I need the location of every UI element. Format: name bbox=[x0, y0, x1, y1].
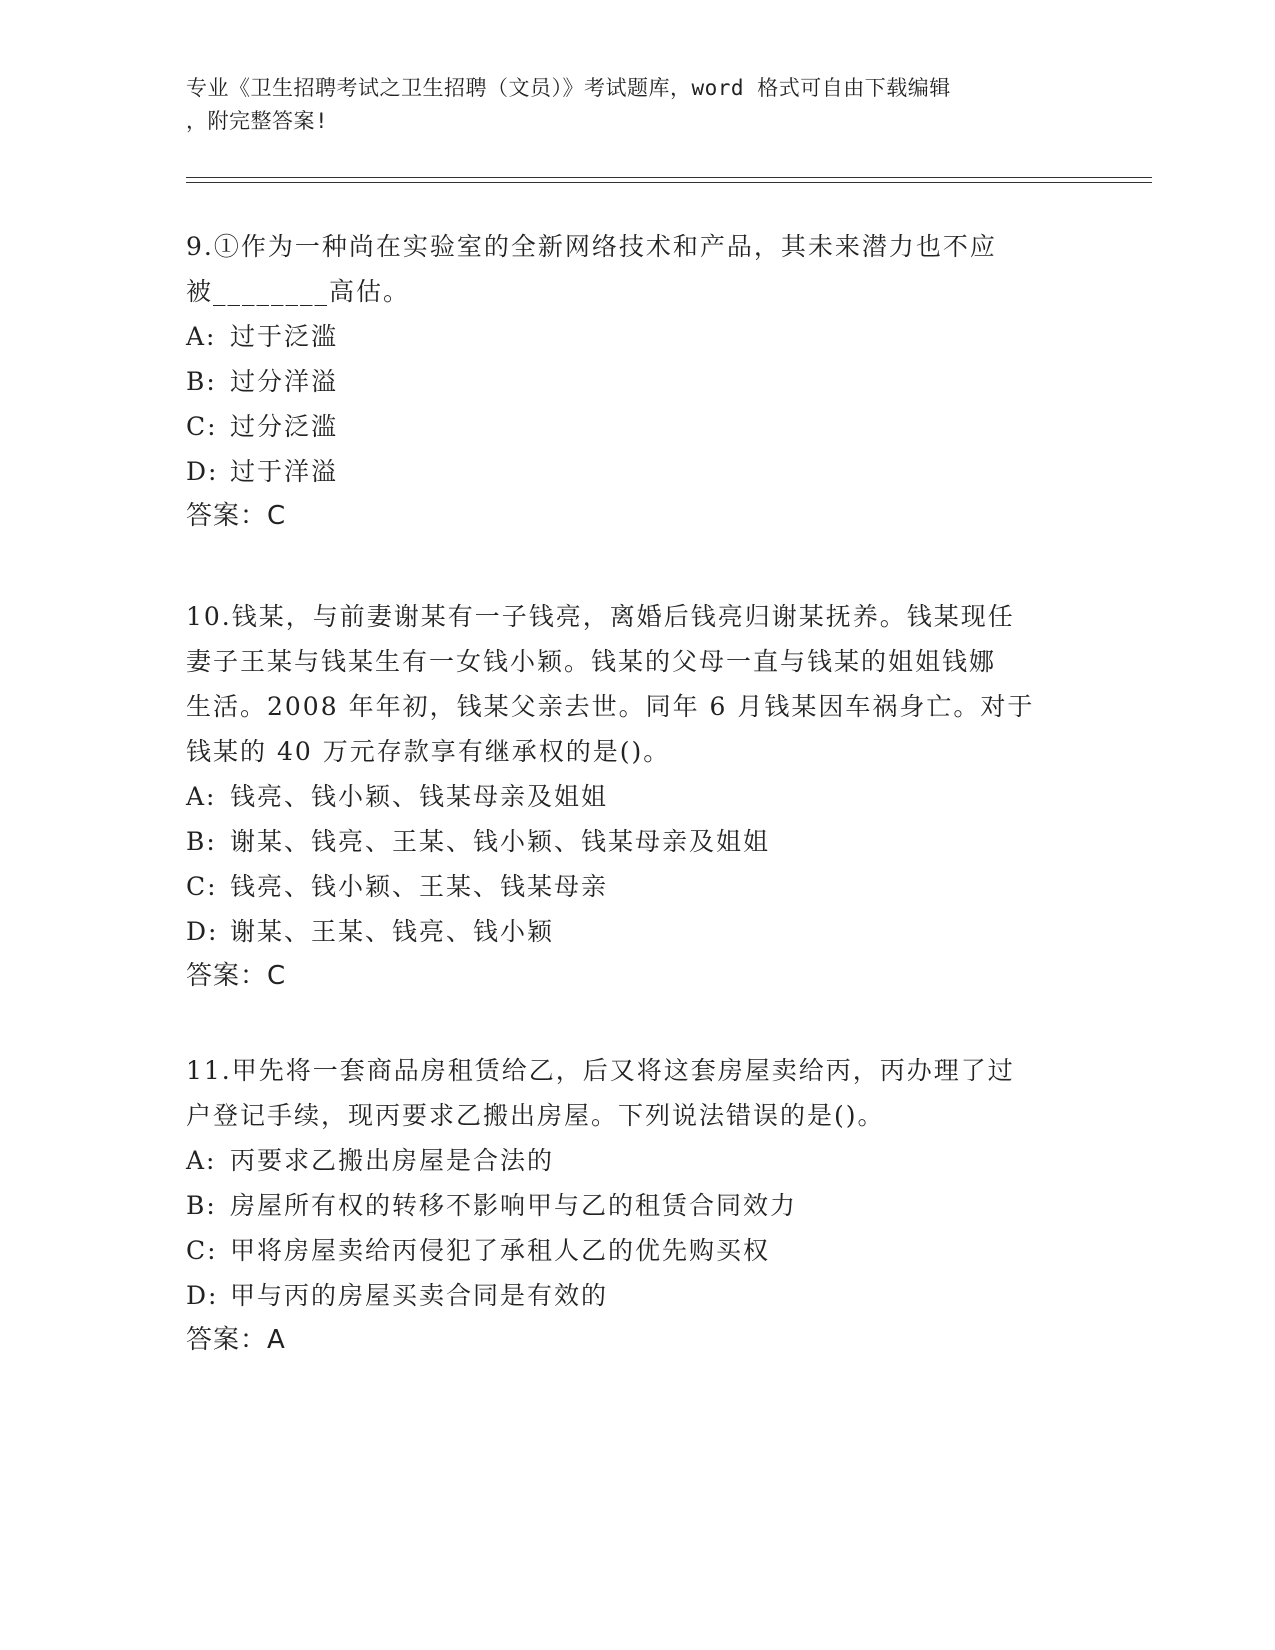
answer-label: 答案： bbox=[186, 1325, 268, 1355]
header-divider-bottom bbox=[186, 182, 1152, 183]
option-letter: C: bbox=[186, 1236, 218, 1265]
question-text-line: 9.①作为一种尚在实验室的全新网络技术和产品，其未来潜力也不应 bbox=[186, 232, 997, 261]
question-9 bbox=[186, 224, 1086, 539]
option-text: 丙要求乙搬出房屋是合法的 bbox=[230, 1146, 555, 1175]
option-text: 甲与丙的房屋买卖合同是有效的 bbox=[230, 1281, 609, 1310]
option-text: 房屋所有权的转移不影响甲与乙的租赁合同效力 bbox=[230, 1191, 798, 1220]
header-divider-top bbox=[186, 177, 1152, 178]
question-text-line: 被________高估。 bbox=[186, 277, 411, 306]
option-d bbox=[186, 449, 1086, 494]
option-a bbox=[186, 774, 1086, 819]
option-letter: A: bbox=[186, 782, 217, 811]
option-letter: A: bbox=[186, 322, 217, 351]
option-letter: C: bbox=[186, 872, 218, 901]
option-text: 谢某、王某、钱亮、钱小颖 bbox=[230, 917, 555, 946]
option-c bbox=[186, 404, 1086, 449]
header-line-2: ，附完整答案! bbox=[186, 109, 329, 133]
answer-label: 答案： bbox=[186, 961, 268, 991]
option-text: 过分洋溢 bbox=[230, 367, 339, 396]
option-letter: B: bbox=[186, 827, 217, 856]
option-d bbox=[186, 909, 1086, 954]
answer-line bbox=[186, 954, 1086, 999]
option-text: 钱亮、钱小颖、钱某母亲及姐姐 bbox=[230, 782, 609, 811]
option-a bbox=[186, 1138, 1086, 1183]
option-b bbox=[186, 819, 1086, 864]
question-text-line: 生活。2008 年年初，钱某父亲去世。同年 6 月钱某因车祸身亡。对于 bbox=[186, 692, 1035, 721]
option-a bbox=[186, 314, 1086, 359]
option-letter: D: bbox=[186, 917, 219, 946]
answer-line bbox=[186, 494, 1086, 539]
document-header bbox=[186, 72, 1066, 138]
option-letter: D: bbox=[186, 1281, 219, 1310]
option-text: 过于泛滥 bbox=[230, 322, 339, 351]
option-d bbox=[186, 1273, 1086, 1318]
answer-value: C bbox=[267, 961, 287, 991]
question-text-line: 户登记手续，现丙要求乙搬出房屋。下列说法错误的是()。 bbox=[186, 1101, 885, 1130]
answer-value: A bbox=[267, 1325, 286, 1355]
question-text-line: 11.甲先将一套商品房租赁给乙，后又将这套房屋卖给丙，丙办理了过 bbox=[186, 1056, 1015, 1085]
question-text-line: 妻子王某与钱某生有一女钱小颖。钱某的父母一直与钱某的姐姐钱娜 bbox=[186, 647, 997, 676]
option-c bbox=[186, 1228, 1086, 1273]
option-letter: C: bbox=[186, 412, 218, 441]
option-letter: A: bbox=[186, 1146, 217, 1175]
option-b bbox=[186, 359, 1086, 404]
answer-line bbox=[186, 1318, 1086, 1363]
option-b bbox=[186, 1183, 1086, 1228]
header-line-1: 专业《卫生招聘考试之卫生招聘（文员）》考试题库，word 格式可自由下载编辑 bbox=[186, 76, 951, 100]
option-text: 过分泛滥 bbox=[230, 412, 339, 441]
option-c bbox=[186, 864, 1086, 909]
option-letter: B: bbox=[186, 1191, 217, 1220]
answer-label: 答案： bbox=[186, 501, 268, 531]
option-text: 甲将房屋卖给丙侵犯了承租人乙的优先购买权 bbox=[230, 1236, 771, 1265]
option-text: 过于洋溢 bbox=[230, 457, 339, 486]
question-10 bbox=[186, 594, 1086, 999]
option-letter: B: bbox=[186, 367, 217, 396]
question-text-line: 钱某的 40 万元存款享有继承权的是()。 bbox=[186, 737, 671, 766]
option-text: 钱亮、钱小颖、王某、钱某母亲 bbox=[230, 872, 609, 901]
option-text: 谢某、钱亮、王某、钱小颖、钱某母亲及姐姐 bbox=[230, 827, 771, 856]
answer-value: C bbox=[267, 501, 287, 531]
option-letter: D: bbox=[186, 457, 219, 486]
question-11 bbox=[186, 1048, 1086, 1363]
question-text-line: 10.钱某，与前妻谢某有一子钱亮，离婚后钱亮归谢某抚养。钱某现任 bbox=[186, 602, 1015, 631]
